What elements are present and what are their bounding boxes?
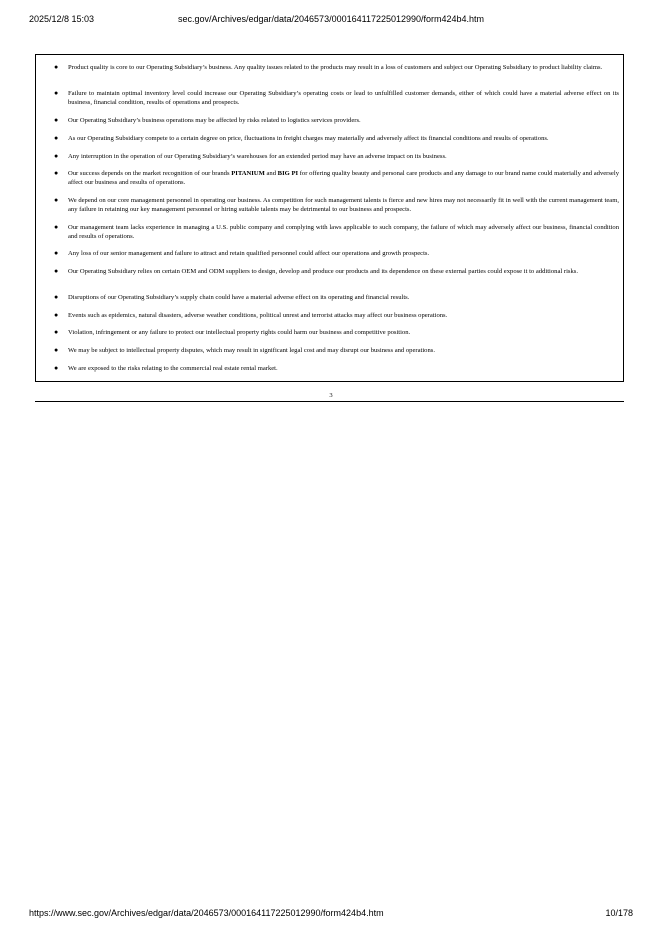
risk-summary-box	[35, 54, 624, 382]
risk-text: Any interruption in the operation of our Operating Subsidiary’s warehouses for an extended period may have an adverse impact on its business.	[68, 153, 447, 160]
bullet-icon: ●	[54, 134, 59, 142]
risk-text: We depend on our core management personnel in operating our business. As competition for such management talents is fierce and new hires may not necessarily fit in well with the current management team, any failure in retaining our key management personnel or hiring suitable talents may be detrimental to our business and prospects.	[68, 197, 619, 213]
risk-text-end: for offering quality beauty and personal care products and any damage to our brand name could materially and adversely affect our business and results of operations.	[68, 170, 619, 186]
page-number: 3	[329, 392, 333, 399]
bullet-icon: ●	[54, 169, 59, 177]
bullet-icon: ●	[54, 63, 59, 71]
risk-text-start: Our success depends on the market recognition of our brands	[68, 170, 232, 177]
risk-text: Failure to maintain optimal inventory level could increase our Operating Subsidiary’s operating costs or lead to unfulfilled customer demands, either of which could have a material adverse effect on its business, financial condition, results of operations and prospects.	[68, 90, 619, 106]
risk-text: We are exposed to the risks relating to the commercial real estate rental market.	[68, 365, 278, 372]
risk-text: Disruptions of our Operating Subsidiary’s supply chain could have a material adverse effect on its operating and financial results.	[68, 294, 410, 301]
risk-text: We may be subject to intellectual property disputes, which may result in significant legal cost and may disrupt our business and operations.	[68, 347, 435, 354]
print-header	[0, 14, 662, 28]
bullet-icon: ●	[54, 89, 59, 97]
risk-text: Our Operating Subsidiary relies on certain OEM and ODM suppliers to design, develop and produce our products and its dependence on these external parties could expose it to additional risks.	[68, 268, 578, 275]
print-timestamp: 2025/12/8 15:03	[29, 14, 95, 24]
bullet-icon: ●	[54, 223, 59, 231]
bullet-icon: ●	[54, 249, 59, 257]
footer-url: https://www.sec.gov/Archives/edgar/data/2046573/000164117225012990/form424b4.htm	[29, 908, 384, 918]
brand-pitanium: PITANIUM	[231, 170, 265, 177]
footer-page-counter: 10/178	[605, 908, 633, 918]
bullet-icon: ●	[54, 311, 59, 319]
risk-list	[36, 55, 623, 381]
bullet-icon: ●	[54, 293, 59, 301]
print-footer	[0, 908, 662, 922]
print-url: sec.gov/Archives/edgar/data/2046573/000164117225012990/form424b4.htm	[177, 14, 485, 24]
risk-text: Events such as epidemics, natural disasters, adverse weather conditions, political unrest and terrorist attacks may affect our business operations.	[68, 312, 448, 319]
bullet-icon: ●	[54, 116, 59, 124]
risk-text: Product quality is core to our Operating Subsidiary’s business. Any quality issues related to the products may result in a loss of customers and subject our Operating Subsidiary to product liability claims.	[68, 64, 603, 71]
brand-big-pi: BIG PI	[277, 170, 299, 177]
bullet-icon: ●	[54, 196, 59, 204]
bullet-icon: ●	[54, 152, 59, 160]
risk-text: As our Operating Subsidiary compete to a certain degree on price, fluctuations in freight charges may materially and adversely affect its financial conditions and results of operations.	[68, 135, 549, 142]
risk-text: Violation, infringement or any failure to protect our intellectual property rights could harm our business and competitive position.	[68, 329, 411, 336]
risk-text: Our Operating Subsidiary’s business operations may be affected by risks related to logistics services providers.	[68, 117, 361, 124]
bullet-icon: ●	[54, 328, 59, 336]
bullet-icon: ●	[54, 346, 59, 354]
risk-text	[68, 169, 619, 187]
bullet-icon: ●	[54, 364, 59, 372]
risk-text-conjunction: and	[264, 170, 278, 177]
risk-text: Any loss of our senior management and failure to attract and retain qualified personnel could affect our operations and growth prospects.	[68, 250, 430, 257]
bullet-icon: ●	[54, 267, 59, 275]
risk-text: Our management team lacks experience in managing a U.S. public company and complying with laws applicable to such company, the failure of which may adversely affect our business, financial condition and results of operations.	[68, 224, 619, 240]
page-divider	[35, 401, 624, 402]
